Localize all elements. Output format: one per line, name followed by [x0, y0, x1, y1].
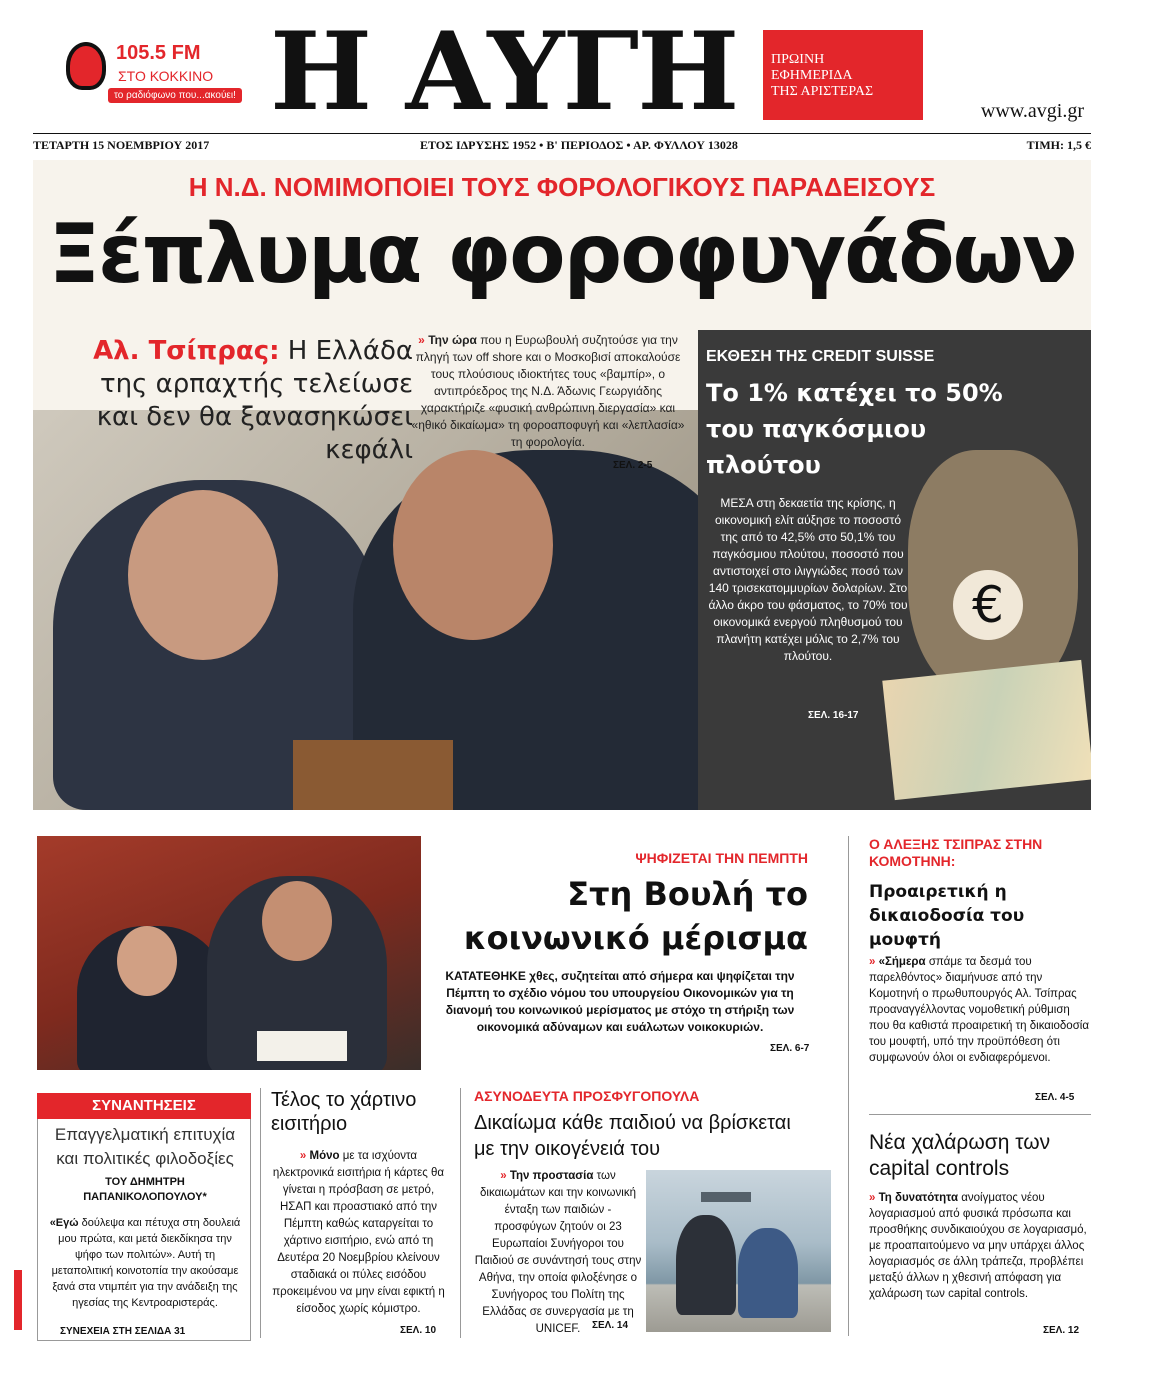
- page-ref: ΣΕΛ. 4-5: [1035, 1092, 1075, 1103]
- meetings-body-intro: «Εγώ: [49, 1217, 79, 1229]
- banknotes-image: [882, 660, 1091, 800]
- photo-child: [676, 1215, 736, 1315]
- photo-face: [128, 490, 278, 660]
- photo-person: [77, 926, 227, 1070]
- photo-ship: [701, 1192, 751, 1202]
- tagline-line: ΠΡΩΙΝΗ: [771, 52, 825, 67]
- komotini-kicker: Ο ΑΛΕΞΗΣ ΤΣΙΠΡΑΣ ΣΤΗΝ ΚΟΜΟΤΗΝΗ:: [869, 836, 1043, 869]
- page-ref: ΣΕΛ. 2-5: [613, 460, 653, 471]
- page-ref: ΣΕΛ. 14: [592, 1320, 629, 1331]
- lightbulb-icon: [66, 42, 106, 90]
- komotini-body: [869, 954, 1089, 1066]
- lead-body-intro: Την ώρα: [428, 333, 477, 347]
- komotini-headline[interactable]: Προαιρετική η δικαιοδοσία του μουφτή: [869, 882, 1025, 950]
- refugees-body: [474, 1168, 642, 1338]
- page-ref: ΣΕΛ. 12: [1043, 1325, 1080, 1336]
- chevron-icon: »: [500, 1170, 507, 1182]
- column-divider: [260, 1088, 261, 1338]
- ticket-headline[interactable]: Τέλος το χάρτινο εισιτήριο: [271, 1089, 417, 1135]
- tagline-box: [763, 30, 923, 120]
- photo-face: [262, 881, 332, 961]
- credit-suisse-box[interactable]: [698, 330, 1091, 810]
- meetings-author: ΤΟΥ ΔΗΜΗΤΡΗ ΠΑΠΑΝΙΚΟΛΟΠΟΥΛΟΥ*: [83, 1176, 207, 1203]
- quote-speaker: Αλ. Τσίπρας:: [93, 336, 280, 366]
- refugees-body-text: των δικαιωμάτων και την κοινωνική ένταξη των παιδιών - προσφύγων ζητούν οι 23 Ευρωπαίοι Συνήγοροι του Παιδιού σε συνάντησή τους στην Αθήνα, την οποία φιλοξένησε ο Συνήγορος του Πολίτη της Ελλάδας σε συνεργασία με τη UNICEF.: [474, 1170, 642, 1335]
- refugees-body-intro: Την προστασία: [509, 1170, 594, 1182]
- credit-kicker: ΕΚΘΕΣΗ ΤΗΣ CREDIT SUISSE: [706, 348, 935, 365]
- euro-icon: €: [953, 570, 1023, 640]
- dividend-body: ΚΑΤΑΤΕΘΗΚΕ χθες, συζητείται από σήμερα και ψηφίζεται την Πέμπτη το σχέδιο νόμου του υπουργείου Οικονομικών για τη διανομή του κοινωνικού μερίσματος με στόχο τη στήριξη των οικονομικά αδύναμων και ευάλωτων νοικοκυριών.: [445, 969, 795, 1034]
- capital-body: [869, 1190, 1089, 1302]
- photo-face: [117, 926, 177, 996]
- meetings-body: [48, 1215, 242, 1311]
- credit-headline: Το 1% κατέχει το 50% του παγκόσμιου πλούτου: [706, 379, 1003, 479]
- photo-papers: [257, 1031, 347, 1061]
- website-link[interactable]: www.avgi.gr: [980, 100, 1084, 122]
- ticket-body: [271, 1148, 446, 1318]
- dividend-kicker: ΨΗΦΙΖΕΤΑΙ ΤΗΝ ΠΕΜΠΤΗ: [635, 850, 808, 866]
- komotini-body-intro: «Σήμερα: [878, 956, 926, 968]
- meetings-body-text: δούλεψα και πέτυχα στη δουλειά μου πρώτα, και μετά διεκδίκησα την ψήφο των πολιτών». Αυτή τη μεταπολιτική κοινοτοπία την ακούσαμε ξανά στα ντιμπέιτ για την ανάδειξη της ηγεσίας της Κεντροαριστεράς.: [51, 1217, 241, 1309]
- lead-story[interactable]: [33, 160, 1091, 810]
- lead-headline: Ξέπλυμα φοροφυγάδων: [48, 207, 1076, 302]
- lead-kicker: Η Ν.Δ. ΝΟΜΙΜΟΠΟΙΕΙ ΤΟΥΣ ΦΟΡΟΛΟΓΙΚΟΥΣ ΠΑΡΑΔΕΙΣΟΥΣ: [188, 172, 936, 202]
- meetings-box[interactable]: [37, 1119, 251, 1341]
- capital-body-text: ανοίγματος νέου λογαριασμού από φυσικά πρόσωπα και προσθήκης συνδικαιούχου σε λογαριασμό, με προαπαιτούμενο να μην υπάρχει άλλος λογαριασμός σε άλλη τράπεζα, προβλέπει μεταξύ άλλων η χθεσινή απόφαση για χαλάρωση των capital controls.: [869, 1192, 1087, 1300]
- refugee-children-photo: [646, 1170, 831, 1332]
- tagline-line: ΕΦΗΜΕΡΙΔΑ: [771, 68, 853, 83]
- masthead-divider: [33, 133, 1091, 134]
- chevron-icon: »: [418, 333, 425, 347]
- photo-desk: [293, 740, 453, 810]
- quote-text: Η Ελλάδα της αρπαχτής τελείωσε και δεν θα ξανασηκώσει κεφάλι: [96, 336, 413, 465]
- radio-slogan: το ραδιόφωνο που...ακούει!: [108, 88, 242, 103]
- lead-quote: [83, 335, 413, 467]
- radio-name: ΣΤΟ ΚΟΚΚΙΝΟ: [118, 68, 214, 84]
- credit-body: ΜΕΣΑ στη δεκαετία της κρίσης, η οικονομική ελίτ αύξησε το ποσοστό της από το 42,5% στο 50,1% του παγκόσμιου πλούτου, ποσοστό που αντιστοιχεί στο ιλιγγιώδες ποσό των 140 τρισεκατομμυρίων δολαρίων. Στο άλλο άκρο του φάσματος, το 70% του οικονομικά ενεργού πληθυσμού του πλανήτη κατέχει μόλις το 2,7% του πλούτου.: [708, 496, 908, 663]
- column-divider: [460, 1088, 461, 1338]
- column-divider: [848, 836, 849, 1336]
- page-ref: ΣΕΛ. 10: [400, 1325, 437, 1336]
- issue-price: ΤΙΜΗ: 1,5 €: [1026, 138, 1091, 152]
- page-ref: ΣΕΛ. 16-17: [808, 710, 859, 721]
- issue-info: ΕΤΟΣ ΙΔΡΥΣΗΣ 1952 • Β' ΠΕΡΙΟΔΟΣ • ΑΡ. ΦΥΛΛΟΥ 13028: [420, 138, 738, 152]
- meetings-headline: Επαγγελματική επιτυχία και πολιτικές φιλοδοξίες: [54, 1125, 236, 1168]
- komotini-body-text: σπάμε τα δεσμά του παρελθόντος» διαμήνυσε από την Κομοτηνή ο πρωθυπουργός Αλ. Τσίπρας προαναγγέλλοντας νομοθετική ρύθμιση που θα καθιστά προαιρετική τη δικαιοδοσία του μουφτή, υπό την προϋπόθεση ότι συμφωνούν όλοι οι ενδιαφερόμενοι.: [869, 956, 1089, 1064]
- lead-body-text: που η Ευρωβουλή συζητούσε για την πληγή των off shore και ο Μοσκοβισί αποκαλούσε τους πλούσιους ιδιοκτήτες τους «βαμπίρ», ο αντιπρόεδρος της Ν.Δ. Άδωνις Γεωργιάδης χαρακτήριζε «φυσική ανθρώπινη διεργασία» και «ηθικό δικαίωμα» τη φοροαποφυγή και «λεπλασία» τη φορολογία.: [411, 333, 685, 449]
- refugees-headline[interactable]: Δικαίωμα κάθε παιδιού να βρίσκεται με την οικογένειά του: [474, 1112, 791, 1160]
- page-ref: ΣΕΛ. 6-7: [770, 1043, 810, 1054]
- radio-logo[interactable]: [60, 40, 236, 110]
- chevron-icon: »: [299, 1150, 307, 1162]
- chevron-icon: »: [869, 1192, 876, 1204]
- issue-date: ΤΕΤΑΡΤΗ 15 ΝΟΕΜΒΡΙΟΥ 2017: [33, 138, 210, 152]
- continued-ref: ΣΥΝΕΧΕΙΑ ΣΤΗ ΣΕΛΙΔΑ 31: [60, 1326, 186, 1337]
- ticket-body-text: με τα ισχύοντα ηλεκτρονικά εισιτήρια ή κάρτες θα γίνεται η πρόσβαση σε μετρό, ΗΣΑΠ και προαστιακό από την Πέμπτη καθώς καταργείται το χάρτινο εισιτήριο, ενώ από τη Δευτέρα 20 Νοεμβρίου κλείνουν σταδιακά οι πύλες εισόδου προκειμένου να μην είναι εφικτή η είσοδος χωρίς κόμιστρο.: [272, 1150, 445, 1315]
- section-divider: [869, 1114, 1091, 1115]
- radio-frequency: 105.5 FM: [116, 42, 201, 64]
- capital-body-intro: Τη δυνατότητα: [878, 1192, 959, 1204]
- lead-body: [408, 332, 688, 451]
- refugees-kicker: ΑΣΥΝΟΔΕΥΤΑ ΠΡΟΣΦΥΓΟΠΟΥΛΑ: [474, 1088, 700, 1104]
- capital-headline[interactable]: Νέα χαλάρωση των capital controls: [869, 1131, 1051, 1180]
- parliament-photo: [37, 836, 421, 1070]
- photo-child: [738, 1228, 798, 1318]
- photo-face: [393, 450, 553, 640]
- newspaper-title: Η ΑΥΓΗ: [270, 9, 738, 135]
- ticket-body-intro: Μόνο: [309, 1150, 340, 1162]
- dividend-headline[interactable]: Στη Βουλή το κοινωνικό μέρισμα: [463, 875, 808, 957]
- chevron-icon: »: [869, 956, 876, 968]
- edge-marker: [14, 1270, 22, 1330]
- tagline-line: ΤΗΣ ΑΡΙΣΤΕΡΑΣ: [771, 84, 874, 99]
- meetings-label: ΣΥΝΑΝΤΗΣΕΙΣ: [37, 1093, 251, 1119]
